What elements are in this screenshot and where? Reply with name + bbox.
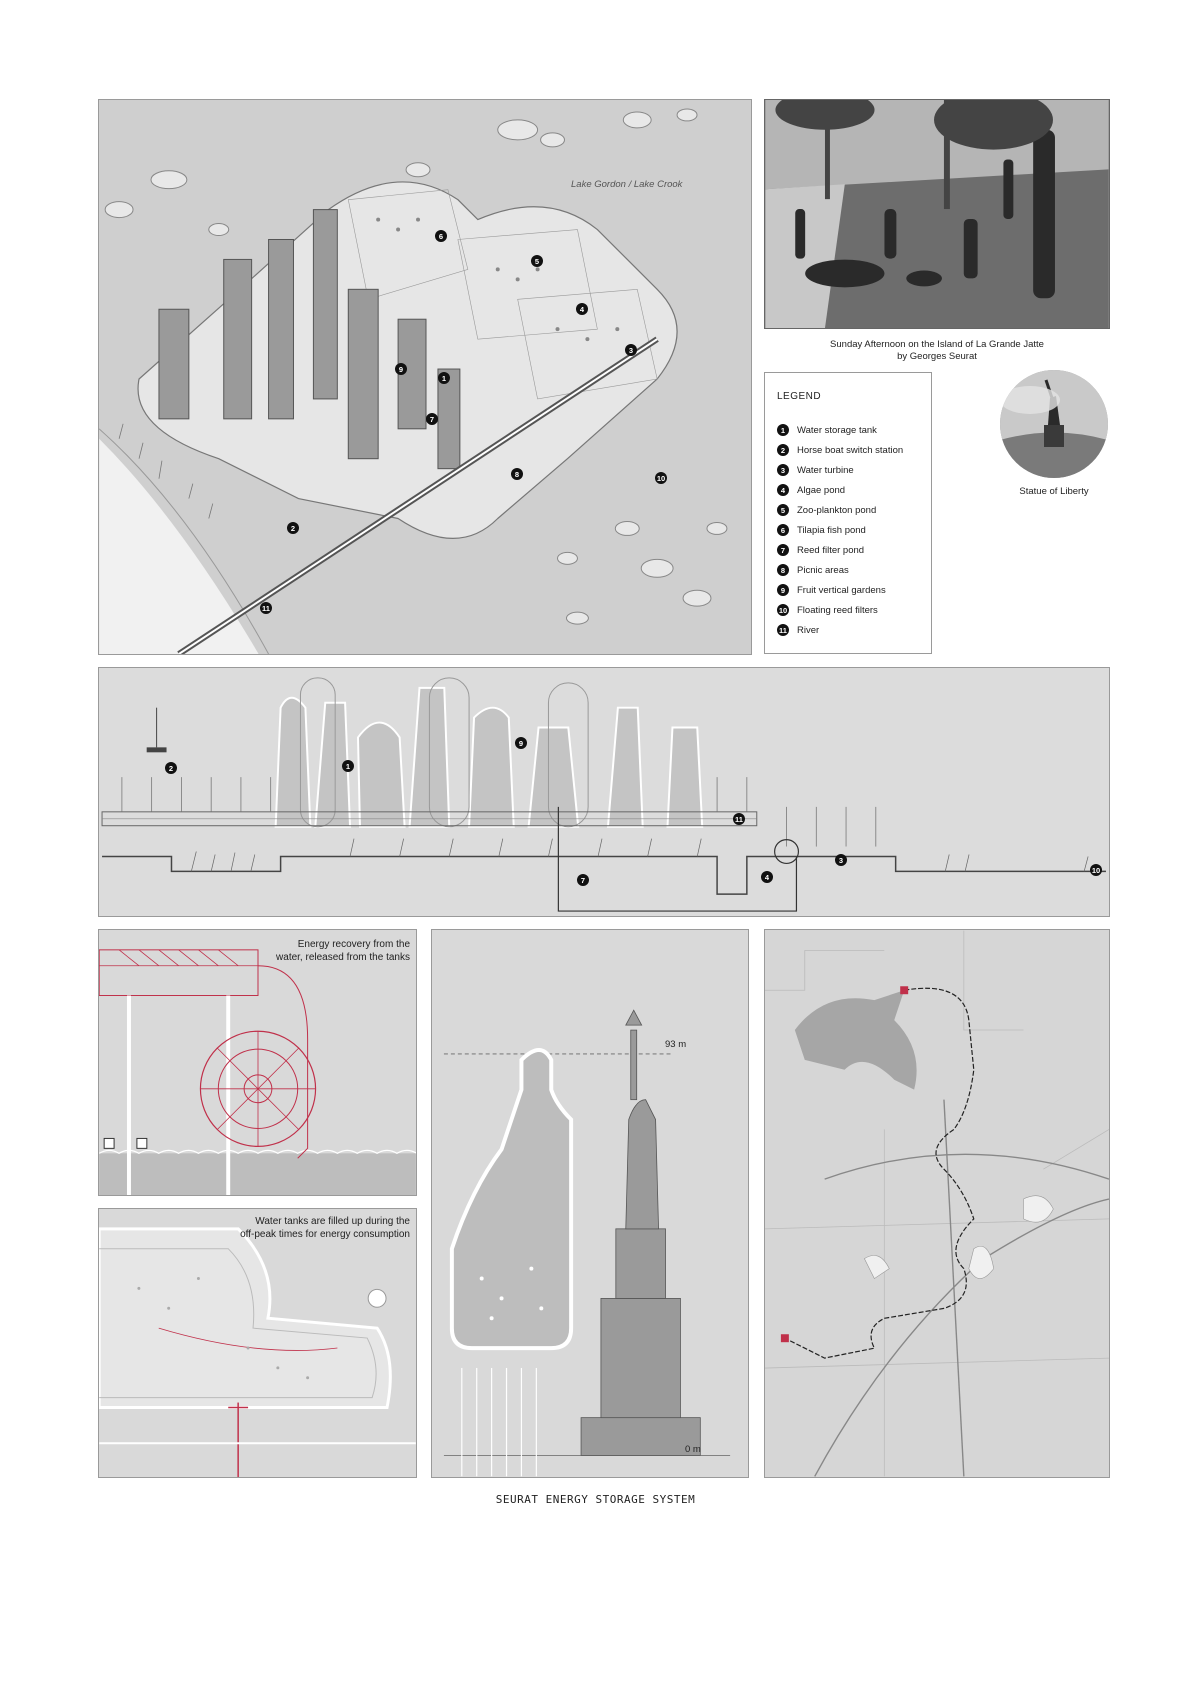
legend-item (777, 440, 919, 460)
legend-item (777, 460, 919, 480)
map-drawing (765, 930, 1109, 1477)
legend-label: Water storage tank (797, 424, 877, 436)
marker-11: 11 (260, 602, 272, 614)
footer-title: SEURAT ENERGY STORAGE SYSTEM (495, 1493, 696, 1506)
legend-number: 2 (777, 444, 789, 456)
marker-9: 9 (395, 363, 407, 375)
route-map-panel (764, 929, 1110, 1478)
comparison-drawing (432, 930, 748, 1477)
legend-label: Algae pond (797, 484, 846, 496)
legend-number: 6 (777, 524, 789, 536)
legend-item (777, 420, 919, 440)
legend-number: 9 (777, 584, 789, 596)
marker-1: 1 (438, 372, 450, 384)
section-marker-4: 4 (761, 871, 773, 883)
marker-8: 8 (511, 468, 523, 480)
statue-image (1000, 370, 1108, 478)
legend-box (764, 372, 932, 654)
legend-number: 11 (777, 624, 789, 636)
section-marker-7: 7 (577, 874, 589, 886)
painting-drawing (765, 100, 1109, 328)
tank-caption-line1: Water tanks are filled up during the (255, 1216, 410, 1227)
section-marker-9: 9 (515, 737, 527, 749)
tank-detail-panel (98, 1208, 417, 1478)
section-marker-10: 10 (1091, 865, 1101, 875)
section-marker-3: 3 (835, 854, 847, 866)
legend-label: Picnic areas (797, 564, 849, 576)
level-0m: 0 m (685, 1444, 701, 1455)
marker-5: 5 (531, 255, 543, 267)
site-plan-panel (98, 99, 752, 655)
marker-4: 4 (576, 303, 588, 315)
turbine-caption (276, 938, 410, 964)
level-93m: 93 m (665, 1039, 687, 1050)
section-drawing (99, 668, 1109, 916)
legend-number: 10 (778, 605, 788, 615)
legend-number: 7 (777, 544, 789, 556)
legend-item (777, 620, 919, 640)
legend-label: Water turbine (797, 464, 854, 476)
turbine-detail-panel (98, 929, 417, 1196)
section-marker-2: 2 (165, 762, 177, 774)
painting-caption-artist: by Georges Seurat (897, 351, 977, 362)
marker-10: 10 (656, 473, 666, 483)
legend-item (777, 520, 919, 540)
legend-number: 5 (777, 504, 789, 516)
marker-6: 6 (435, 230, 447, 242)
height-comparison-panel (431, 929, 749, 1478)
legend-label: Tilapia fish pond (797, 524, 866, 536)
legend-label: Reed filter pond (797, 544, 865, 556)
legend-item (777, 480, 919, 500)
tank-drawing (99, 1209, 416, 1477)
lake-label: Lake Gordon / Lake Crook (571, 179, 683, 190)
legend-label: River (797, 624, 820, 636)
turbine-caption-line1: Energy recovery from the (297, 939, 410, 950)
section-panel (98, 667, 1110, 917)
legend-label: Floating reed filters (797, 604, 878, 616)
statue-caption: Statue of Liberty (1019, 486, 1089, 497)
marker-2: 2 (287, 522, 299, 534)
painting-image (764, 99, 1110, 329)
marker-7: 7 (426, 413, 438, 425)
painting-caption-title: Sunday Afternoon on the Island of La Grande Jatte (830, 339, 1044, 350)
legend-number: 3 (777, 464, 789, 476)
legend-item (777, 580, 919, 600)
tank-caption-line2: off-peak times for energy consumption (240, 1229, 410, 1240)
tank-caption (240, 1215, 410, 1241)
legend-item (777, 540, 919, 560)
legend-item (777, 600, 919, 620)
statue-drawing (1000, 370, 1108, 478)
turbine-drawing (99, 930, 416, 1195)
section-marker-11: 11 (733, 813, 745, 825)
legend-label: Fruit vertical gardens (797, 584, 886, 596)
legend-label: Horse boat switch station (797, 444, 904, 456)
legend-number: 8 (777, 564, 789, 576)
legend-number: 4 (777, 484, 789, 496)
painting-caption (764, 339, 1110, 363)
legend-title: LEGEND (777, 391, 822, 402)
legend-label: Zoo-plankton pond (797, 504, 877, 516)
turbine-caption-line2: water, released from the tanks (276, 952, 410, 963)
legend-number: 1 (777, 424, 789, 436)
section-marker-1: 1 (342, 760, 354, 772)
legend-item (777, 560, 919, 580)
marker-3: 3 (625, 344, 637, 356)
legend-item (777, 500, 919, 520)
